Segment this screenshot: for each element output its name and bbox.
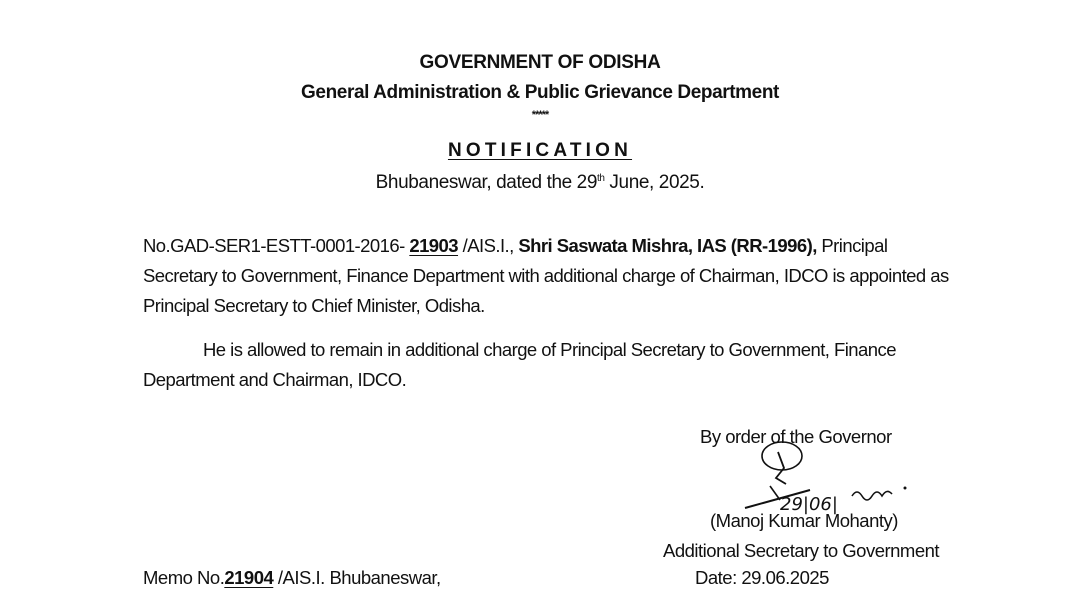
- reference-number: 21903: [409, 235, 459, 256]
- appointment-text: Principal Secretary to Government, Finance Department with additional charge of Chairman, IDCO is appointed as Principal Secretary to Chief Minister, Odisha.: [143, 235, 949, 316]
- signatory-name: (Manoj Kumar Mohanty): [710, 510, 898, 531]
- notification-title-text: NOTIFICATION: [447, 140, 633, 161]
- signatory-date: Date: 29.06.2025: [695, 567, 829, 588]
- handwritten-signature-icon: [740, 438, 940, 518]
- memo-number: 21904: [224, 567, 274, 588]
- paragraph-additional-charge: He is allowed to remain in additional charge of Principal Secretary to Government, Finance Department and Chairman, IDCO.: [143, 339, 896, 390]
- svg-text:29|06|: 29|06|: [780, 494, 838, 515]
- header-government: GOVERNMENT OF ODISHA: [419, 52, 661, 73]
- header-separator: *****: [531, 109, 549, 121]
- reference-suffix: /AIS.I.,: [458, 235, 519, 256]
- reference-prefix: No.GAD-SER1-ESTT-0001-2016-: [143, 235, 410, 256]
- place-date-sup: th: [597, 173, 605, 184]
- memo-line: [143, 567, 441, 589]
- notification-title: [0, 140, 1080, 162]
- officer-name: Shri Saswata Mishra, IAS (RR-1996),: [518, 235, 817, 256]
- place-date-line: [0, 172, 1080, 194]
- memo-prefix: Memo No.: [143, 567, 225, 588]
- place-date-prefix: Bhubaneswar, dated the 29: [375, 172, 597, 193]
- memo-suffix: /AIS.I. Bhubaneswar,: [273, 567, 441, 588]
- signatory-designation: Additional Secretary to Government: [663, 540, 940, 561]
- place-date-suffix: June, 2025.: [604, 172, 705, 193]
- paragraph-appointment: [143, 231, 958, 321]
- by-order-line: By order of the Governor: [700, 426, 892, 447]
- header-department: General Administration & Public Grievance Department: [301, 82, 779, 103]
